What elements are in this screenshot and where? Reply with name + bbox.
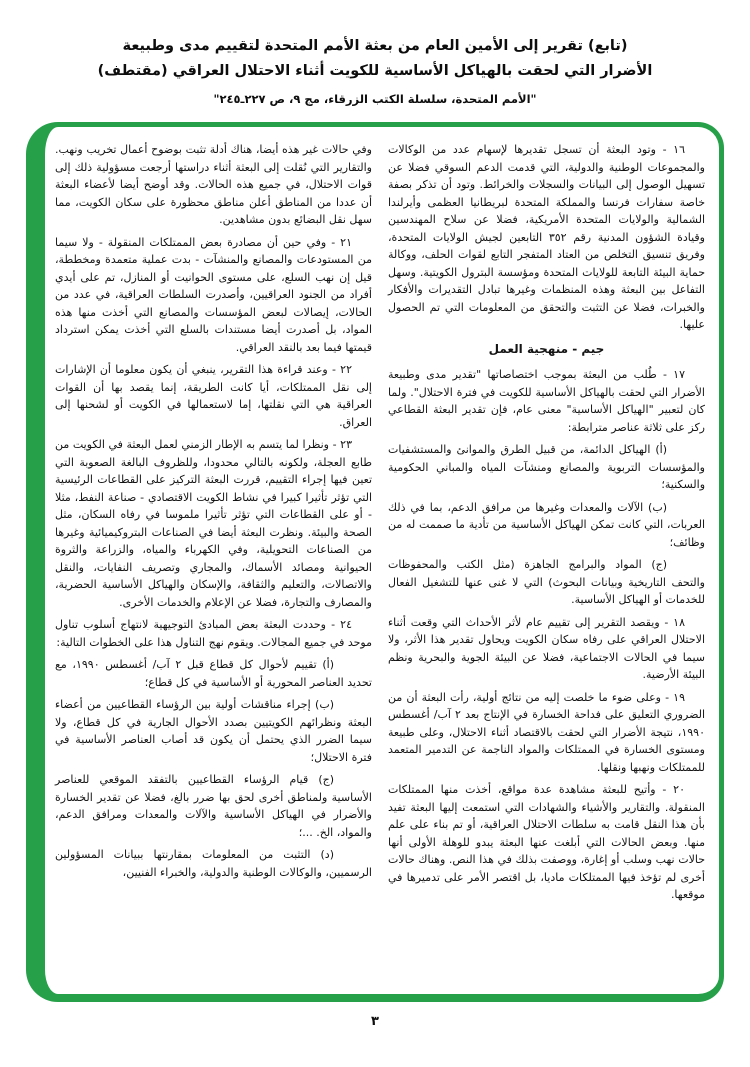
text-column-left	[55, 141, 372, 986]
paragraph-21: ٢١ - وفي حين أن مصادرة بعض الممتلكات المنقولة - ولا سيما من المستودعات والمصانع والمنشآت - بدت عملية متعمدة ومخططة، قيل إن نهب السلع، على مستوى الحوانيت أو المنازل، تم على أيدي أفراد من الجنود العراقيين، وأصدرت السلطات العراقية، في عدد من الحالات، إيصالات لبعض المؤسسات والمصانع التي أخذت منها هذه المواد، بل أصدرت أيضا مستندات بالسلع التي أخذت يمكن استرداد قيمتها فيما بعد بالنقد العراقي.	[55, 235, 372, 354]
header-source-citation: "الأمم المتحدة، سلسلة الكتب الزرقاء، مج ٩، ص ٢٢٧ـ٢٤٥"	[213, 91, 537, 106]
header-title-line2: الأضرار التي لحقت بالهياكل الأساسية للكويت أثناء الاحتلال العراقي (مقتطف)	[97, 63, 653, 80]
page-number: ٣	[371, 1014, 379, 1030]
document-header	[26, 34, 724, 108]
paragraph-24-item-d: (د) التثبت من المعلومات بمقارنتها ببيانات المسؤولين الرسميين، والوكالات الوطنية والدولية، والخبراء الفنيين،	[55, 848, 372, 879]
header-title-line1: (تابع) تقرير إلى الأمين العام من بعثة الأمم المتحدة لتقييم مدى وطبيعة	[122, 38, 628, 54]
paragraph-24: ٢٤ - وحددت البعثة بعض المبادئ التوجيهية لانتهاج أسلوب تناول موحد في جميع المجالات. ويقوم نهج التناول هذا على الخطوات التالية:	[55, 618, 372, 649]
paragraph-24-item-c: (ج) قيام الرؤساء القطاعيين بالتفقد الموقعي للعناصر الأساسية ولمناطق أخرى لحق بها ضرر بالغ، فضلا عن تقدير الخسارة والأضرار في الهياكل الأساسية والآلات والمعدات ومرافق الدعم، والمواد، الخ. ...؛	[55, 773, 372, 839]
paragraph-20-continuation: وفي حالات غير هذه أيضا، هناك أدلة تثبت بوضوح أعمال تخريب ونهب. والتقارير التي نُقلت إلى البعثة أثناء دراستها أرجعت مسؤولية ذلك إلى قوات الاحتلال، في جميع هذه الحالات. وقد أوضح أيضا لأعضاء البعثة أن عددا من المناطق أعلن مناطق محظورة على سكان الكويت، مما سهل نقل البضائع بدون مشاهدين.	[55, 143, 372, 227]
section-heading-methodology: جيم - منهجية العمل	[488, 341, 605, 356]
paragraph-17-item-b: (ب) الآلات والمعدات وغيرها من مرافق الدعم، بما في ذلك العربات، التي كانت تمكن الهياكل الأساسية من تأدية ما صممت له من وظائف؛	[388, 500, 705, 549]
paragraph-24-item-a: (أ) تقييم لأحوال كل قطاع قبل ٢ آب/ أغسطس ١٩٩٠، مع تحديد العناصر المحورية أو الأساسية في كل قطاع؛	[55, 658, 372, 689]
paragraph-18: ١٨ - ويقصد التقرير إلى تقييم عام لأثر الأحداث التي وقعت أثناء الاحتلال العراقي على رفاه سكان الكويت ويحاول تقدير هذا الأثر، ولا سيما في الحالات الاجتماعية، فضلا عن البيئة الجوية والبحرية ونظم البيئة الأرضية.	[388, 615, 705, 682]
paragraph-23: ٢٣ - ونظرا لما يتسم به الإطار الزمني لعمل البعثة في الكويت من طابع العجلة، ولكونه بالتالي محدودا، وللظروف البالغة الصعوبة التي تعين فيها إجراء التقييم، قررت البعثة التركيز على القطاعات الرئيسية التي تؤثر تأثيرا كبيرا في نشاط الكويت الاقتصادي - صناعة النفط، مثلا - أو على القطاعات التي تؤثر تأثيرا ملموسا في رفاه السكان، مثل الصحة والبيئة. ونظرت البعثة أيضا في الصناعات البتروكيميائية وغيرها من الصناعات التحويلية، وفي الكهرباء والمياه، والزراعة والثروة الحيوانية ومصائد الأسماك، والمجاري وتصريف النفايات، والنقل والاتصالات، والتعليم والثقافة، والإسكان والهياكل الأساسية الحضرية، والمصارف والتجارة، فضلا عن الإعلام والخدمات الأخرى.	[55, 438, 372, 609]
paragraph-19: ١٩ - وعلى ضوء ما خلصت إليه من نتائج أولية، رأت البعثة أن من الضروري التعليق على فداحة الخسارة في الإنتاج بعد ٢ آب/ أغسطس ١٩٩٠، نتيجة الأضرار التي لحقت بالاقتصاد أثناء الاحتلال، وعلى طبيعة ومستوى الخسارة في الممتلكات والمواد الناجمة عن التدمير المتعمد للممتلكات ونهبها ونقلها.	[388, 690, 706, 774]
paragraph-17-item-a: (أ) الهياكل الدائمة، من قبيل الطرق والموانئ والمستشفيات والمؤسسات التربوية والمصانع ومنشآت المياه والمباني الحكومية والسكنية؛	[388, 443, 705, 492]
paragraph-20: ٢٠ - وأتيح للبعثة مشاهدة عدة مواقع، أخذت منها الممتلكات المنقولة. والتقارير والأشياء والشهادات التي استمعت إليها البعثة تفيد بأن هذا النقل قامت به سلطات الاحتلال العراقية، أو تم بناء على علم منها. وبعض الحالات التي أبلغت عنها البعثة يبدو للوهلة الأولى أنها حالات نهب وسلب أو إغارة، ووصفت بذلك في هذا النص. وهناك حالات أخرى لم تؤخذ فيها الممتلكات ماديا، بل اقتصر الأمر على تدميرها في موقعها.	[388, 783, 705, 902]
green-border-frame	[26, 122, 724, 1002]
paragraph-17-item-c: (ج) المواد والبرامج الجاهزة (مثل الكتب والمحفوظات والتحف التاريخية وبيانات البحوث) التي لا غنى عنها للتشغيل الفعال للخدمات أو الهياكل الأساسية.	[388, 558, 705, 607]
paragraph-17: ١٧ - طُلب من البعثة بموجب اختصاصاتها "تقدير مدى وطبيعة الأضرار التي لحقت بالهياكل الأساسية للكويت في فترة الاحتلال". ولما كان لتعبير "الهياكل الأساسية" معنى عام، فإن تقدير البعثة القطاعي ركز على ثلاثة عناصر مترابطة:	[388, 368, 705, 434]
text-column-right	[388, 141, 705, 986]
two-column-text-area	[55, 141, 705, 986]
paragraph-22: ٢٢ - وعند قراءة هذا التقرير، ينبغي أن يكون معلوما أن الإشارات إلى نقل الممتلكات، أيا كانت الطريقة، إنما يقصد بها أن القوات العراقية هي التي نقلتها، إما لاستعمالها في الكويت أو لشحنها إلى العراق.	[55, 363, 372, 429]
paragraph-16: ١٦ - وتود البعثة أن تسجل تقديرها لإسهام عدد من الوكالات والمجموعات الوطنية والدولية، التي قدمت الدعم السوقي فضلا عن تسهيل الوصول إلى البيانات والسجلات والخرائط. وتود أن تذكر بصفة خاصة سفارات فرنسا والمملكة المتحدة لبريطانيا العظمى وأيرلندا الشمالية والولايات المتحدة الأمريكية، فضلا عن سلاح المهندسين وقيادة الشؤون المدنية رقم ٣٥٢ التابعين لجيش الولايات المتحدة، وفريق تنسيق التخلص من العتاد المتفجر التابع لقوات الحلف، ووكالة حماية البيئة التابعة للولايات المتحدة ومؤسسة البترول الكويتية. وسهل التفاعل بين البعثة وهذه المنظمات وغيرها تبادل التقديرات والأفكار والخبرات، فضلا عن التثبت والتحقق من المعلومات التي تم الحصول عليها.	[388, 143, 705, 332]
paragraph-24-item-b: (ب) إجراء مناقشات أولية بين الرؤساء القطاعيين من أعضاء البعثة ونظرائهم الكويتيين بصدد الأحوال الجارية في كل قطاع، ولا سيما الضرر الذي يحتمل أن يكون قد أصاب العناصر الأساسية في فترة الاحتلال؛	[55, 698, 372, 764]
